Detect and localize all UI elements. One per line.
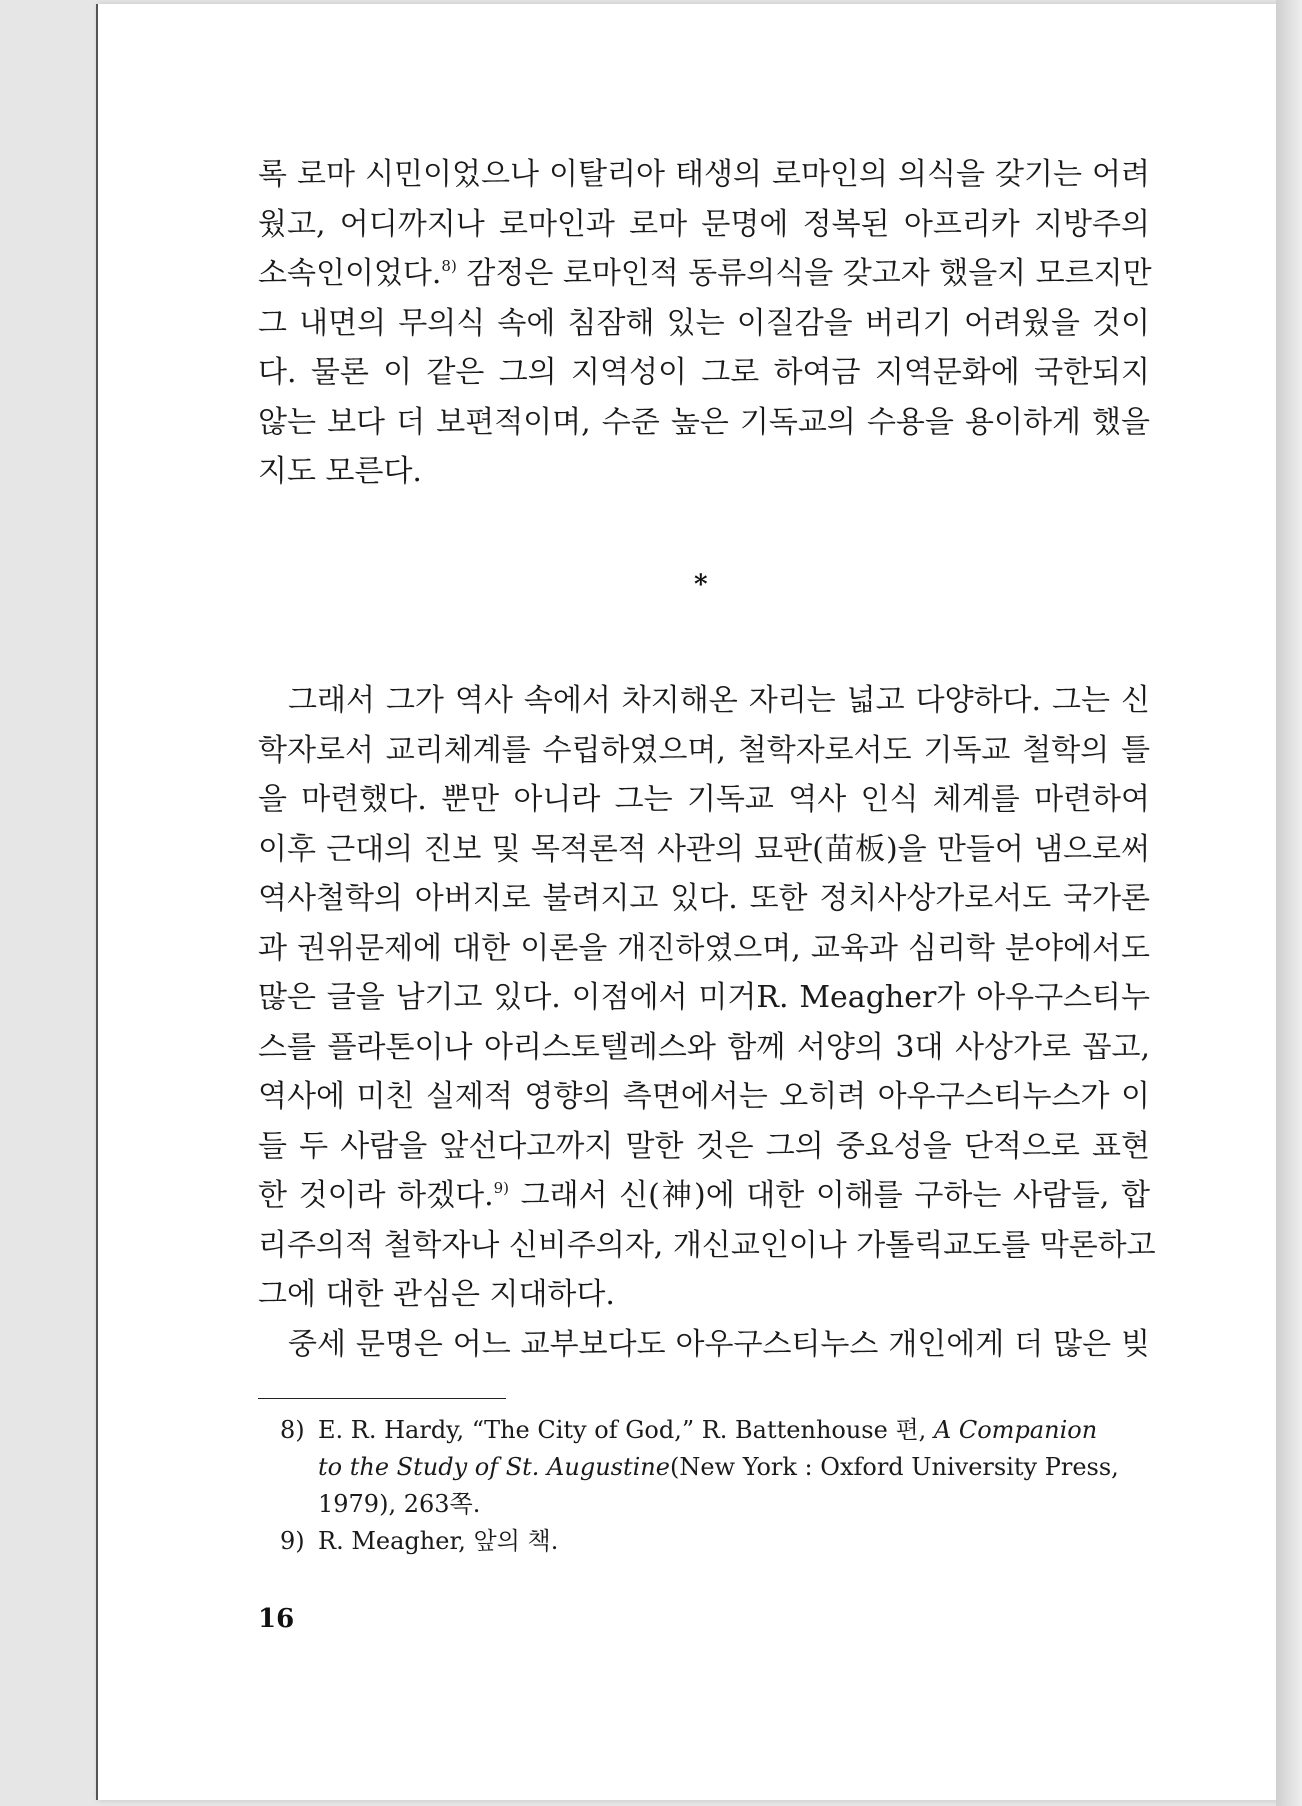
text-line: 소속인이었다.$^{8)}$ 감정은 로마인적 동류의식을 갖고자 했을지 모르지만 bbox=[258, 256, 1152, 291]
paragraph-2 bbox=[258, 676, 1156, 1369]
text-line: 지도 모른다. bbox=[258, 454, 422, 489]
text-line: 웠고, 어디까지나 로마인과 로마 문명에 정복된 아프리카 지방주의 bbox=[258, 206, 1150, 242]
text-line: 리주의적 철학자나 신비주의자, 개신교인이나 가톨릭교도를 막론하고 bbox=[258, 1227, 1156, 1263]
text-line: 많은 글을 남기고 있다. 이점에서 미거R. Meagher가 아우구스티누 bbox=[258, 980, 1150, 1015]
paragraph-1 bbox=[258, 150, 1150, 497]
footnote-divider bbox=[258, 1398, 506, 1399]
footnote-8: 8) E. R. Hardy, “The City of God,” R. Battenhouse 편, A Companion to the Study of St. Augustine(New York : Oxford University Press, 1979), 263쪽. bbox=[280, 1412, 1152, 1523]
text-line: 들 두 사람을 앞선다고까지 말한 것은 그의 중요성을 단적으로 표현 bbox=[258, 1128, 1150, 1164]
footnote-ref-8[interactable]: 8) bbox=[441, 257, 457, 275]
text-line: 한 것이라 하겠다.$^{9)}$ 그래서 신(神)에 대한 이해를 구하는 사람들, 합 bbox=[258, 1178, 1150, 1213]
text-line: 학자로서 교리체계를 수립하였으며, 철학자로서도 기독교 철학의 틀 bbox=[258, 732, 1150, 768]
text-line: 역사철학의 아버지로 불려지고 있다. 또한 정치사상가로서도 국가론 bbox=[258, 881, 1150, 916]
text-line: 중세 문명은 어느 교부보다도 아우구스티누스 개인에게 더 많은 빚 bbox=[288, 1326, 1150, 1362]
text-line: 스를 플라톤이나 아리스토텔레스와 함께 서양의 3대 사상가로 꼽고, bbox=[258, 1029, 1150, 1065]
footnote-number: 8) bbox=[280, 1416, 305, 1444]
footnotes bbox=[280, 1412, 1152, 1560]
text-line: 을 마련했다. 뿐만 아니라 그는 기독교 역사 인식 체계를 마련하여 bbox=[258, 782, 1150, 817]
text-line: 과 권위문제에 대한 이론을 개진하였으며, 교육과 심리학 분야에서도 bbox=[258, 930, 1150, 966]
viewer-right-margin bbox=[1276, 0, 1302, 1806]
text-line: 그 내면의 무의식 속에 침잠해 있는 이질감을 버리기 어려웠을 것이 bbox=[258, 305, 1150, 341]
text-line: 그래서 그가 역사 속에서 차지해온 자리는 넓고 다양하다. 그는 신 bbox=[288, 683, 1150, 718]
text-line: 역사에 미친 실제적 영향의 측면에서는 오히려 아우구스티누스가 이 bbox=[258, 1079, 1150, 1114]
section-separator: * bbox=[694, 570, 708, 600]
text-line: 않는 보다 더 보편적이며, 수준 높은 기독교의 수용을 용이하게 했을 bbox=[258, 404, 1150, 440]
text-line: 록 로마 시민이었으나 이탈리아 태생의 로마인의 의식을 갖기는 어려 bbox=[258, 157, 1150, 192]
footnote-9: 9) R. Meagher, 앞의 책. bbox=[280, 1523, 1152, 1560]
text-line: 그에 대한 관심은 지대하다. bbox=[258, 1277, 615, 1312]
text-line: 다. 물론 이 같은 그의 지역성이 그로 하여금 지역문화에 국한되지 bbox=[258, 355, 1150, 390]
footnote-ref-9[interactable]: 9) bbox=[493, 1179, 510, 1197]
page-number: 16 bbox=[258, 1604, 295, 1634]
text-line: 이후 근대의 진보 및 목적론적 사관의 묘판(苗板)을 만들어 냄으로써 bbox=[258, 831, 1150, 867]
footnote-number: 9) bbox=[280, 1527, 305, 1555]
